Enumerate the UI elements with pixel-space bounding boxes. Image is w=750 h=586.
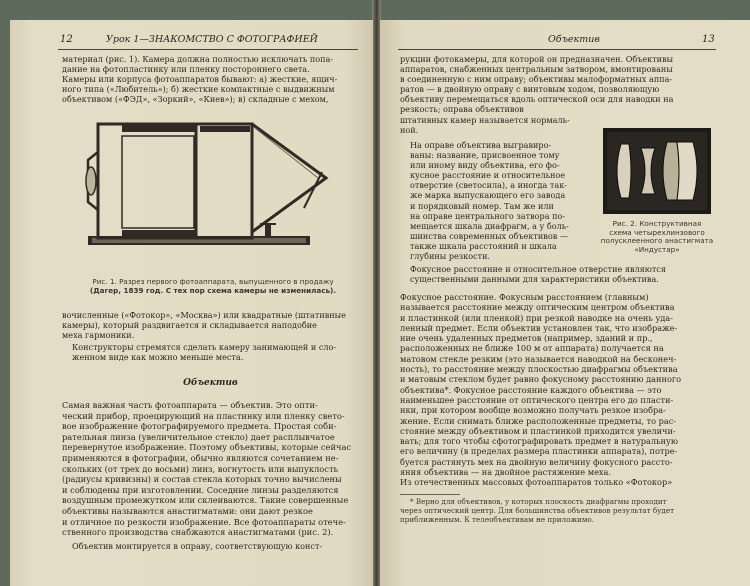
text-line: жение. Если снимать ближе расположенные предметы, то рас- <box>400 415 677 426</box>
text-line: его величину (в пределах размера пластинки аппарата), потре- <box>400 446 678 457</box>
text-line: ленный предмет. Если объектив установлен так, что изображе- <box>400 322 678 333</box>
text-line: скольких (от трех до восьми) линз, вогнутость или выпуклость <box>62 463 339 474</box>
text-line: рательная линза (увеличительное стекло) дает расплывчатое <box>62 431 335 442</box>
text-line: существенными данными для характеристики объектива. <box>410 274 659 285</box>
text-line: и соблюдены при изготовлении. Соседние линзы разделяются <box>62 484 339 495</box>
text-line: в соединенную с ним оправу; объективы малоформатных аппа- <box>400 74 673 85</box>
caption-line: (Дагер, 1839 год. С тех пор схема камеры не изменилась). <box>89 285 337 295</box>
text-line: Фокусное расстояние. Фокусным расстоянием (главным) <box>400 292 649 302</box>
figure-1-caption <box>70 278 356 295</box>
text-line: ность), то расстояние между плоскостью диафрагмы объектива <box>400 364 678 375</box>
text-line: отверстие (светосила), а иногда так- <box>410 180 568 191</box>
text-line: или иному виду объектива, его фо- <box>410 160 560 171</box>
text-line: Фокусное расстояние и относительное отверстие являются <box>410 264 666 274</box>
text-line: Самая важная часть фотоаппарата — объектив. Это опти- <box>62 400 318 410</box>
right-para-3 <box>400 264 718 284</box>
right-header-rule <box>398 49 716 50</box>
text-line: рукции фотокамеры, для которой он предназначен. Объективы <box>400 54 674 64</box>
text-line: ваны: название, присвоенное тому <box>410 150 560 161</box>
text-line: материал (рис. 1). Камера должна полностью исключать попа- <box>62 54 334 64</box>
caption-line: Рис. 1. Разрез первого фотоаппарата, выпущенного в продажу <box>92 277 334 286</box>
text-line: применяются в фотографии, обычно являются сочетанием не- <box>62 452 339 463</box>
text-line: Из отечественных массовых фотоаппаратов только «Фотокор» <box>400 477 673 488</box>
left-running-head: Урок 1—ЗНАКОМСТВО С ФОТОГРАФИЕЙ <box>106 34 318 45</box>
text-line: меха гармоники. <box>62 330 135 341</box>
text-line: На оправе объектива выгравиро- <box>410 140 552 150</box>
text-line: аппаратов, снабженных центральным затвором, вмонтированы <box>400 64 673 75</box>
footnote-line: через оптический центр. Для большинства объективов результат будет <box>400 505 675 515</box>
text-line: матовом стекле резким (это называется наводкой на бесконеч- <box>400 353 677 364</box>
text-line: воздушным промежутком или склеиваются. Такие совершенные <box>62 495 349 506</box>
text-line: объективу перемещаться вдоль оптической оси для наводки на <box>400 94 674 105</box>
right-para-4 <box>400 292 718 488</box>
text-line: вать; для того чтобы сфотографировать предмет в натуральную <box>400 436 678 447</box>
section-heading: Объектив <box>183 378 238 388</box>
right-page-number: 13 <box>702 34 715 45</box>
caption-line: полусклеенного анастигмата <box>600 236 714 246</box>
caption-line: Рис. 2. Конструктивная <box>612 219 702 228</box>
text-line: кусное расстояние и относительное <box>410 170 566 181</box>
lens-schematic-figure <box>603 128 711 214</box>
right-para-1 <box>400 54 718 135</box>
caption-line: схема четырехлинзового <box>609 227 705 237</box>
text-line: мещается шкала диафрагм, а у боль- <box>410 220 569 231</box>
footnote-rule <box>400 494 460 495</box>
figure-2-caption <box>600 220 714 254</box>
footnote-line: * Верно для объективов, у которых плоскость диафрагмы проходит <box>410 497 667 506</box>
text-line: называется расстояние между оптическим центром объектива <box>400 302 675 313</box>
text-line: также шкала расстояний и шкала <box>410 240 557 251</box>
text-line: резкость; оправа объективов <box>400 104 524 115</box>
text-line: ной. <box>400 124 419 135</box>
left-page-number: 12 <box>60 34 73 45</box>
text-line: яния объектива — на двойное растяжение меха. <box>400 467 612 478</box>
left-para-2 <box>62 310 359 340</box>
text-line: штативных камер называется нормаль- <box>400 114 570 125</box>
text-line: вое изображение фотографируемого предмета. Простая соби- <box>62 421 337 432</box>
text-line: же марка выпускающего его завода <box>410 190 566 201</box>
text-line: наименьшее расстояние от оптического центра его до пласти- <box>400 394 674 405</box>
text-line: буется растянуть мех на двойную величину фокусного рассто- <box>400 456 673 467</box>
text-line: Конструкторы стремятся сделать камеру занимающей и сло- <box>72 342 337 352</box>
right-page <box>380 20 750 586</box>
camera-cross-section-figure <box>82 112 334 272</box>
text-line: ратов — в двойную оправу с винтовым ходом, позволяющую <box>400 84 660 95</box>
text-line: объективом («ФЭД», «Зоркий», «Киев»); в) складные с мехом, <box>62 94 329 105</box>
text-line: ние очень удаленных предметов (например, зданий и пр., <box>400 333 653 344</box>
text-line: дание на фотопластинку или пленку постороннего света. <box>62 64 310 75</box>
caption-line: «Индустар» <box>634 244 680 254</box>
text-line: женном виде как можно меньше места. <box>72 352 244 363</box>
text-line: объектива*. Фокусное расстояние каждого объектива — это <box>400 384 662 395</box>
text-line: стояние между объективом и пластинкой приходится увеличи- <box>400 425 676 436</box>
text-line: на оправе центрального затвора по- <box>410 210 566 221</box>
left-page <box>10 20 373 586</box>
text-line: объективы называются анастигматами: они дают резкое <box>62 505 313 516</box>
text-line: Камеры или корпуса фотоаппаратов бывают: а) жесткие, ящич- <box>62 74 338 85</box>
text-line: перевернутое изображение. Поэтому объективы, которые сейчас <box>62 442 352 453</box>
text-line: камеры), который раздвигается и складывается наподобие <box>62 320 317 331</box>
text-line: нки, при котором вообще возможно получать резкое изобра- <box>400 405 666 416</box>
left-para-5: Объектив монтируется в оправу, соответствующую конст- <box>72 541 323 551</box>
text-line: и порядковый номер. Там же или <box>410 200 554 211</box>
text-line: глубины резкости. <box>410 251 491 262</box>
text-line: расположенных не ближе 100 м от аппарата) получается на <box>400 343 664 354</box>
text-line: ного типа («Любитель»); б) жесткие компактные с выдвижным <box>62 84 335 95</box>
text-line: и матовым стеклом будет равно фокусному расстоянию данного <box>400 374 682 385</box>
text-line: вочисленные («Фотокор», «Москва») или квадратные (штативные <box>62 310 346 320</box>
left-para-3 <box>62 342 359 362</box>
text-line: и пластинкой (или пленкой) при резкой наводке на очень уда- <box>400 312 673 323</box>
left-para-4 <box>62 400 359 538</box>
text-line: шинства современных объективов — <box>410 230 568 241</box>
text-line: (радиусы кривизны) и состав стекла которых точно вычислены <box>62 474 342 485</box>
left-para-1 <box>62 54 359 104</box>
right-para-2 <box>400 140 590 261</box>
left-header-rule <box>58 49 358 50</box>
text-line: ческий прибор, проецирующий на пластинку или пленку свето- <box>62 410 345 421</box>
text-line: и отличное по резкости изображение. Все фотоаппараты отече- <box>62 516 346 527</box>
text-line: ственного производства снабжаются анастигматами (рис. 2). <box>62 527 334 538</box>
right-running-head: Объектив <box>548 34 600 45</box>
footnote-line: приближенным. К телеобъективам не приложимо. <box>400 514 595 524</box>
footnote <box>400 498 718 524</box>
